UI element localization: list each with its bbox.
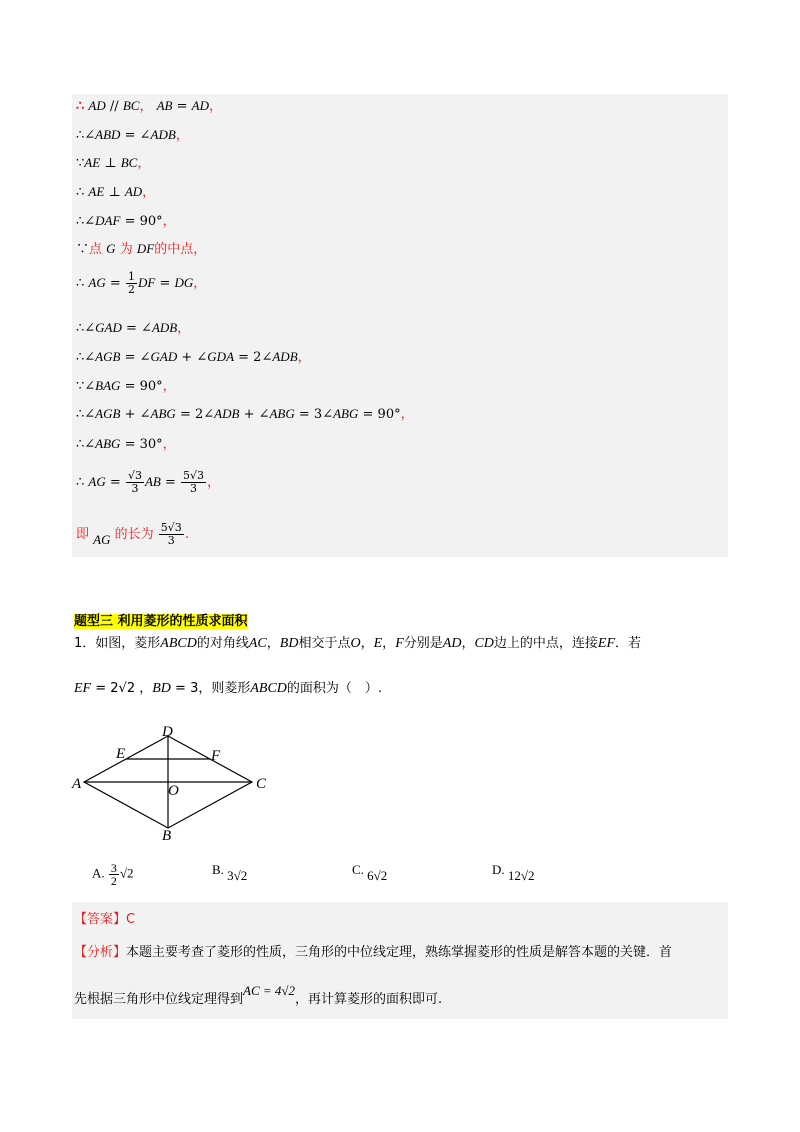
solution-line-7: ∴ AG = $\frac{1}{2}$ DF = DG， — [76, 270, 207, 296]
solution-line-6: ∵点 G 为 DF的中点， — [76, 241, 207, 257]
option-b[interactable]: B. 3√2 — [212, 862, 248, 883]
solution-line-10: ∵∠BAG = 90°， — [76, 378, 176, 394]
solution-line-13: ∴ AG = $\frac{√3}{3}$ AB = $\frac{5√3}{3}$ ， — [76, 469, 221, 495]
option-d[interactable]: D. 12√2 — [492, 862, 535, 883]
section-title: 题型三 利用菱形的性质求面积 — [74, 614, 248, 629]
label-e: E — [116, 746, 126, 762]
solution-line-5: ∴∠DAF = 90°， — [76, 213, 176, 229]
question-line-2: EF = 2√2 ，BD = 3，则菱形ABCD的面积为（ ）. — [74, 681, 383, 696]
option-c[interactable]: C. 6√2 — [352, 862, 388, 883]
solution-conclusion: 即 AG 的长为 $\frac{5√3}{3}$ . — [76, 521, 189, 547]
analysis-line-1: 【分析】本题主要考查了菱形的性质，三角形的中位线定理，熟练掌握菱形的性质是解答本题的关键．首 — [74, 945, 673, 960]
label-c: C — [256, 776, 267, 792]
label-b: B — [162, 828, 172, 842]
solution-line-9: ∴∠AGB = ∠GAD + ∠GDA = 2∠ADB， — [76, 349, 311, 365]
label-o: O — [168, 783, 179, 799]
question-line-1: 1．如图，菱形ABCD的对角线AC，BD相交于点O，E，F分别是AD，CD边上的中点，连接EF．若 — [74, 636, 642, 651]
solution-line-1: ∴ AD // BC， AB = AD， — [76, 98, 223, 114]
label-a: A — [72, 776, 82, 792]
fraction-one-half: $\frac{1}{2}$ — [127, 270, 135, 296]
solution-line-2: ∴∠ABD = ∠ADB， — [76, 127, 189, 143]
option-a[interactable]: A. $\frac{3}{2}$ √2 — [92, 861, 134, 888]
solution-line-3: ∵AE ⊥ BC， — [76, 155, 151, 171]
label-d: D — [162, 724, 173, 740]
analysis-line-2: 先根据三角形中位线定理得到AC = 4√2，再计算菱形的面积即可. — [74, 983, 443, 1007]
label-f: F — [211, 748, 221, 764]
solution-line-4: ∴ AE ⊥ AD， — [76, 184, 156, 200]
solution-line-11: ∴∠AGB + ∠ABG = 2∠ADB + ∠ABG = 3∠ABG = 90°， — [76, 406, 414, 422]
solution-line-8: ∴∠GAD = ∠ADB， — [76, 320, 191, 336]
solution-line-12: ∴∠ABG = 30°， — [76, 436, 176, 452]
answer-line: 【答案】C — [74, 912, 136, 927]
rhombus-figure — [68, 722, 278, 842]
